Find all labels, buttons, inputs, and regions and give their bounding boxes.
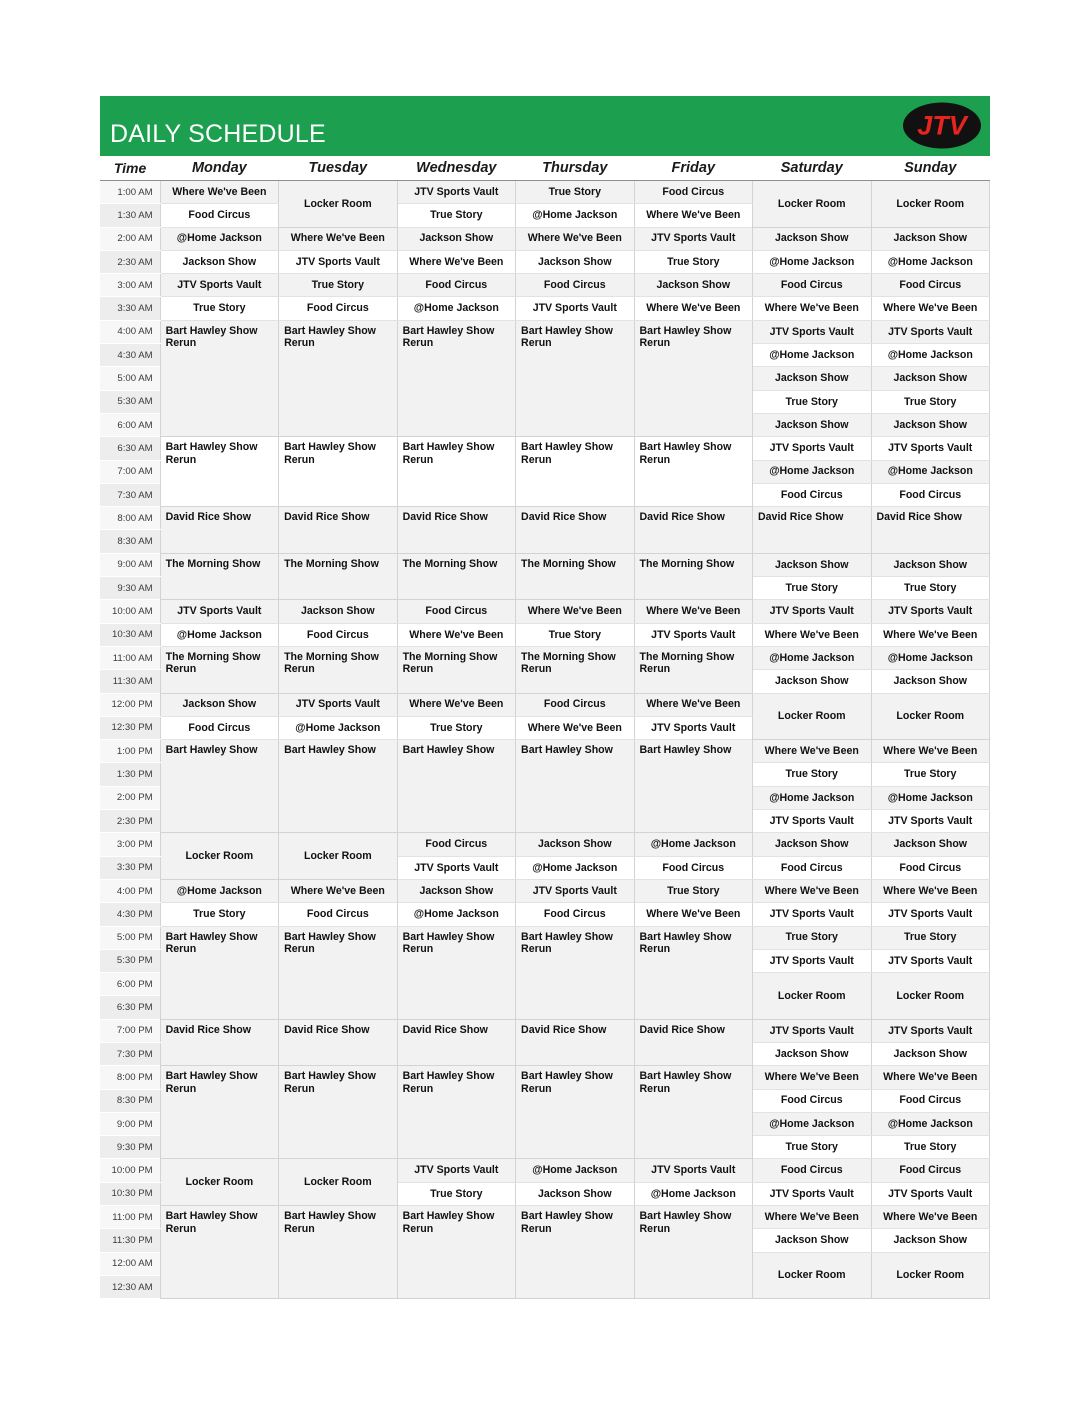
time-label: 6:30 PM	[100, 996, 160, 1019]
program-cell-bart-hawley-show-rerun[interactable]: Bart Hawley Show Rerun	[397, 437, 515, 507]
program-cell-jtv-sports-vault[interactable]: JTV Sports Vault	[753, 1182, 871, 1205]
program-cell-food-circus[interactable]: Food Circus	[516, 903, 634, 926]
schedule-row	[100, 926, 990, 949]
program-cell-true-story[interactable]: True Story	[634, 879, 752, 902]
program-cell-bart-hawley-show-rerun[interactable]: Bart Hawley Show Rerun	[160, 437, 278, 507]
program-cell-locker-room[interactable]: Locker Room	[753, 1252, 871, 1299]
program-cell-david-rice-show[interactable]: David Rice Show	[397, 507, 515, 554]
column-header-monday: Monday	[160, 156, 278, 181]
program-cell-jackson-show[interactable]: Jackson Show	[397, 227, 515, 250]
program-cell-locker-room[interactable]: Locker Room	[753, 973, 871, 1020]
time-label: 9:30 AM	[100, 577, 160, 600]
program-cell-jtv-sports-vault[interactable]: JTV Sports Vault	[871, 320, 990, 343]
program-cell-home-jackson[interactable]: @Home Jackson	[753, 460, 871, 483]
program-cell-home-jackson[interactable]: @Home Jackson	[871, 460, 990, 483]
program-cell-where-we-ve-been[interactable]: Where We've Been	[871, 297, 990, 320]
time-label: 5:30 PM	[100, 949, 160, 972]
time-label: 12:30 AM	[100, 1275, 160, 1298]
program-cell-the-morning-show[interactable]: The Morning Show	[397, 553, 515, 600]
program-cell-home-jackson[interactable]: @Home Jackson	[279, 716, 397, 739]
program-cell-where-we-ve-been[interactable]: Where We've Been	[753, 1206, 871, 1229]
program-cell-david-rice-show[interactable]: David Rice Show	[279, 507, 397, 554]
program-cell-david-rice-show[interactable]: David Rice Show	[516, 507, 634, 554]
program-cell-food-circus[interactable]: Food Circus	[871, 856, 990, 879]
program-cell-the-morning-show[interactable]: The Morning Show	[279, 553, 397, 600]
column-header-wednesday: Wednesday	[397, 156, 515, 181]
program-cell-food-circus[interactable]: Food Circus	[160, 716, 278, 739]
time-label: 1:00 PM	[100, 740, 160, 763]
program-cell-where-we-ve-been[interactable]: Where We've Been	[397, 250, 515, 273]
schedule-row	[100, 181, 990, 204]
program-cell-jackson-show[interactable]: Jackson Show	[160, 693, 278, 716]
time-label: 6:00 PM	[100, 973, 160, 996]
table-header	[100, 156, 990, 181]
program-cell-true-story[interactable]: True Story	[753, 577, 871, 600]
program-cell-jackson-show[interactable]: Jackson Show	[753, 670, 871, 693]
time-label: 3:00 PM	[100, 833, 160, 856]
time-label: 4:30 PM	[100, 903, 160, 926]
program-cell-jtv-sports-vault[interactable]: JTV Sports Vault	[160, 274, 278, 297]
program-cell-true-story[interactable]: True Story	[871, 390, 990, 413]
program-cell-bart-hawley-show-rerun[interactable]: Bart Hawley Show Rerun	[516, 1206, 634, 1299]
program-cell-the-morning-show-rerun[interactable]: The Morning Show Rerun	[160, 646, 278, 693]
program-cell-where-we-ve-been[interactable]: Where We've Been	[871, 879, 990, 902]
program-cell-true-story[interactable]: True Story	[160, 297, 278, 320]
program-cell-jackson-show[interactable]: Jackson Show	[871, 413, 990, 436]
time-label: 1:00 AM	[100, 181, 160, 204]
program-cell-home-jackson[interactable]: @Home Jackson	[753, 786, 871, 809]
program-cell-home-jackson[interactable]: @Home Jackson	[871, 250, 990, 273]
program-cell-bart-hawley-show-rerun[interactable]: Bart Hawley Show Rerun	[279, 437, 397, 507]
column-header-row	[100, 156, 990, 181]
program-cell-food-circus[interactable]: Food Circus	[279, 297, 397, 320]
program-cell-food-circus[interactable]: Food Circus	[160, 204, 278, 227]
schedule-row	[100, 227, 990, 250]
program-cell-bart-hawley-show-rerun[interactable]: Bart Hawley Show Rerun	[279, 320, 397, 436]
program-cell-locker-room[interactable]: Locker Room	[279, 833, 397, 880]
schedule-row	[100, 274, 990, 297]
program-cell-the-morning-show-rerun[interactable]: The Morning Show Rerun	[634, 646, 752, 693]
program-cell-jtv-sports-vault[interactable]: JTV Sports Vault	[634, 716, 752, 739]
program-cell-jackson-show[interactable]: Jackson Show	[516, 250, 634, 273]
program-cell-the-morning-show-rerun[interactable]: The Morning Show Rerun	[516, 646, 634, 693]
program-cell-locker-room[interactable]: Locker Room	[871, 1252, 990, 1299]
program-cell-the-morning-show[interactable]: The Morning Show	[160, 553, 278, 600]
column-header-saturday: Saturday	[753, 156, 871, 181]
program-cell-where-we-ve-been[interactable]: Where We've Been	[516, 600, 634, 623]
program-cell-jtv-sports-vault[interactable]: JTV Sports Vault	[871, 1182, 990, 1205]
program-cell-bart-hawley-show-rerun[interactable]: Bart Hawley Show Rerun	[397, 1066, 515, 1159]
program-cell-food-circus[interactable]: Food Circus	[871, 1159, 990, 1182]
jtv-logo-text: JTV	[917, 110, 967, 141]
schedule-table	[100, 156, 990, 1299]
program-cell-where-we-ve-been[interactable]: Where We've Been	[397, 693, 515, 716]
program-cell-jackson-show[interactable]: Jackson Show	[753, 227, 871, 250]
program-cell-where-we-ve-been[interactable]: Where We've Been	[279, 879, 397, 902]
program-cell-where-we-ve-been[interactable]: Where We've Been	[871, 1066, 990, 1089]
program-cell-where-we-ve-been[interactable]: Where We've Been	[160, 181, 278, 204]
program-cell-true-story[interactable]: True Story	[753, 1136, 871, 1159]
program-cell-where-we-ve-been[interactable]: Where We've Been	[516, 227, 634, 250]
time-label: 8:00 PM	[100, 1066, 160, 1089]
program-cell-where-we-ve-been[interactable]: Where We've Been	[753, 740, 871, 763]
program-cell-food-circus[interactable]: Food Circus	[871, 1089, 990, 1112]
program-cell-bart-hawley-show[interactable]: Bart Hawley Show	[279, 740, 397, 833]
schedule-row	[100, 740, 990, 763]
program-cell-locker-room[interactable]: Locker Room	[753, 181, 871, 228]
program-cell-jackson-show[interactable]: Jackson Show	[279, 600, 397, 623]
program-cell-where-we-ve-been[interactable]: Where We've Been	[634, 600, 752, 623]
program-cell-home-jackson[interactable]: @Home Jackson	[634, 1182, 752, 1205]
program-cell-jackson-show[interactable]: Jackson Show	[516, 833, 634, 856]
schedule-row	[100, 553, 990, 576]
program-cell-true-story[interactable]: True Story	[753, 763, 871, 786]
program-cell-jackson-show[interactable]: Jackson Show	[871, 1229, 990, 1252]
program-cell-home-jackson[interactable]: @Home Jackson	[871, 1112, 990, 1135]
program-cell-food-circus[interactable]: Food Circus	[753, 483, 871, 506]
program-cell-jackson-show[interactable]: Jackson Show	[753, 833, 871, 856]
program-cell-the-morning-show[interactable]: The Morning Show	[516, 553, 634, 600]
program-cell-true-story[interactable]: True Story	[871, 1136, 990, 1159]
program-cell-home-jackson[interactable]: @Home Jackson	[753, 1112, 871, 1135]
program-cell-bart-hawley-show-rerun[interactable]: Bart Hawley Show Rerun	[634, 320, 752, 436]
program-cell-home-jackson[interactable]: @Home Jackson	[397, 297, 515, 320]
schedule-row	[100, 600, 990, 623]
schedule-row	[100, 879, 990, 902]
program-cell-bart-hawley-show[interactable]: Bart Hawley Show	[516, 740, 634, 833]
program-cell-jackson-show[interactable]: Jackson Show	[753, 413, 871, 436]
program-cell-jtv-sports-vault[interactable]: JTV Sports Vault	[397, 856, 515, 879]
program-cell-jtv-sports-vault[interactable]: JTV Sports Vault	[634, 1159, 752, 1182]
program-cell-where-we-ve-been[interactable]: Where We've Been	[397, 623, 515, 646]
time-label: 6:30 AM	[100, 437, 160, 460]
program-cell-bart-hawley-show-rerun[interactable]: Bart Hawley Show Rerun	[634, 926, 752, 1019]
program-cell-jackson-show[interactable]: Jackson Show	[753, 1042, 871, 1065]
program-cell-david-rice-show[interactable]: David Rice Show	[634, 1019, 752, 1066]
program-cell-david-rice-show[interactable]: David Rice Show	[871, 507, 990, 554]
program-cell-locker-room[interactable]: Locker Room	[871, 181, 990, 228]
program-cell-jtv-sports-vault[interactable]: JTV Sports Vault	[634, 623, 752, 646]
program-cell-the-morning-show-rerun[interactable]: The Morning Show Rerun	[397, 646, 515, 693]
time-label: 9:30 PM	[100, 1136, 160, 1159]
program-cell-where-we-ve-been[interactable]: Where We've Been	[753, 879, 871, 902]
program-cell-jackson-show[interactable]: Jackson Show	[871, 1042, 990, 1065]
program-cell-jtv-sports-vault[interactable]: JTV Sports Vault	[753, 1019, 871, 1042]
column-header-tuesday: Tuesday	[279, 156, 397, 181]
program-cell-true-story[interactable]: True Story	[397, 204, 515, 227]
program-cell-jackson-show[interactable]: Jackson Show	[871, 833, 990, 856]
program-cell-bart-hawley-show-rerun[interactable]: Bart Hawley Show Rerun	[516, 1066, 634, 1159]
program-cell-where-we-ve-been[interactable]: Where We've Been	[753, 1066, 871, 1089]
program-cell-bart-hawley-show-rerun[interactable]: Bart Hawley Show Rerun	[397, 320, 515, 436]
program-cell-bart-hawley-show-rerun[interactable]: Bart Hawley Show Rerun	[516, 437, 634, 507]
program-cell-jtv-sports-vault[interactable]: JTV Sports Vault	[753, 949, 871, 972]
program-cell-jtv-sports-vault[interactable]: JTV Sports Vault	[279, 250, 397, 273]
program-cell-jtv-sports-vault[interactable]: JTV Sports Vault	[871, 437, 990, 460]
schedule-row	[100, 320, 990, 343]
program-cell-food-circus[interactable]: Food Circus	[871, 274, 990, 297]
program-cell-jtv-sports-vault[interactable]: JTV Sports Vault	[516, 297, 634, 320]
program-cell-food-circus[interactable]: Food Circus	[753, 274, 871, 297]
program-cell-jtv-sports-vault[interactable]: JTV Sports Vault	[516, 879, 634, 902]
program-cell-food-circus[interactable]: Food Circus	[279, 623, 397, 646]
program-cell-jackson-show[interactable]: Jackson Show	[753, 1229, 871, 1252]
program-cell-david-rice-show[interactable]: David Rice Show	[160, 1019, 278, 1066]
program-cell-jackson-show[interactable]: Jackson Show	[871, 227, 990, 250]
program-cell-david-rice-show[interactable]: David Rice Show	[516, 1019, 634, 1066]
time-label: 2:30 AM	[100, 250, 160, 273]
time-label: 1:30 AM	[100, 204, 160, 227]
time-label: 3:30 AM	[100, 297, 160, 320]
program-cell-home-jackson[interactable]: @Home Jackson	[160, 879, 278, 902]
program-cell-jtv-sports-vault[interactable]: JTV Sports Vault	[753, 600, 871, 623]
column-header-sunday: Sunday	[871, 156, 990, 181]
program-cell-food-circus[interactable]: Food Circus	[753, 1159, 871, 1182]
program-cell-locker-room[interactable]: Locker Room	[160, 1159, 278, 1206]
time-label: 8:30 AM	[100, 530, 160, 553]
program-cell-food-circus[interactable]: Food Circus	[397, 274, 515, 297]
program-cell-home-jackson[interactable]: @Home Jackson	[516, 204, 634, 227]
program-cell-home-jackson[interactable]: @Home Jackson	[397, 903, 515, 926]
program-cell-food-circus[interactable]: Food Circus	[397, 833, 515, 856]
time-label: 7:00 AM	[100, 460, 160, 483]
time-label: 10:30 AM	[100, 623, 160, 646]
program-cell-home-jackson[interactable]: @Home Jackson	[871, 786, 990, 809]
program-cell-jackson-show[interactable]: Jackson Show	[397, 879, 515, 902]
program-cell-david-rice-show[interactable]: David Rice Show	[634, 507, 752, 554]
time-label: 7:00 PM	[100, 1019, 160, 1042]
table-body	[100, 181, 990, 1299]
program-cell-where-we-ve-been[interactable]: Where We've Been	[753, 623, 871, 646]
program-cell-where-we-ve-been[interactable]: Where We've Been	[634, 204, 752, 227]
time-label: 1:30 PM	[100, 763, 160, 786]
time-label: 5:30 AM	[100, 390, 160, 413]
program-cell-true-story[interactable]: True Story	[160, 903, 278, 926]
program-cell-true-story[interactable]: True Story	[397, 1182, 515, 1205]
program-cell-home-jackson[interactable]: @Home Jackson	[516, 1159, 634, 1182]
program-cell-food-circus[interactable]: Food Circus	[397, 600, 515, 623]
schedule-row	[100, 1206, 990, 1229]
time-label: 12:00 AM	[100, 1252, 160, 1275]
time-label: 11:30 PM	[100, 1229, 160, 1252]
program-cell-home-jackson[interactable]: @Home Jackson	[753, 646, 871, 669]
schedule-row	[100, 250, 990, 273]
schedule-row	[100, 1159, 990, 1182]
program-cell-home-jackson[interactable]: @Home Jackson	[516, 856, 634, 879]
program-cell-food-circus[interactable]: Food Circus	[634, 181, 752, 204]
program-cell-the-morning-show-rerun[interactable]: The Morning Show Rerun	[279, 646, 397, 693]
program-cell-jtv-sports-vault[interactable]: JTV Sports Vault	[753, 903, 871, 926]
schedule-row	[100, 903, 990, 926]
schedule-row	[100, 1019, 990, 1042]
program-cell-home-jackson[interactable]: @Home Jackson	[753, 344, 871, 367]
program-cell-jtv-sports-vault[interactable]: JTV Sports Vault	[397, 181, 515, 204]
program-cell-bart-hawley-show-rerun[interactable]: Bart Hawley Show Rerun	[634, 1066, 752, 1159]
program-cell-jtv-sports-vault[interactable]: JTV Sports Vault	[160, 600, 278, 623]
program-cell-bart-hawley-show-rerun[interactable]: Bart Hawley Show Rerun	[160, 1206, 278, 1299]
program-cell-bart-hawley-show[interactable]: Bart Hawley Show	[634, 740, 752, 833]
schedule-row	[100, 646, 990, 669]
program-cell-locker-room[interactable]: Locker Room	[871, 693, 990, 740]
program-cell-bart-hawley-show-rerun[interactable]: Bart Hawley Show Rerun	[279, 1066, 397, 1159]
program-cell-food-circus[interactable]: Food Circus	[516, 274, 634, 297]
program-cell-jtv-sports-vault[interactable]: JTV Sports Vault	[871, 1019, 990, 1042]
header-band	[100, 96, 990, 156]
program-cell-locker-room[interactable]: Locker Room	[160, 833, 278, 880]
program-cell-locker-room[interactable]: Locker Room	[279, 181, 397, 228]
program-cell-home-jackson[interactable]: @Home Jackson	[871, 344, 990, 367]
time-label: 10:30 PM	[100, 1182, 160, 1205]
program-cell-home-jackson[interactable]: @Home Jackson	[871, 646, 990, 669]
program-cell-food-circus[interactable]: Food Circus	[753, 856, 871, 879]
time-label: 5:00 AM	[100, 367, 160, 390]
program-cell-david-rice-show[interactable]: David Rice Show	[160, 507, 278, 554]
program-cell-where-we-ve-been[interactable]: Where We've Been	[279, 227, 397, 250]
program-cell-jackson-show[interactable]: Jackson Show	[871, 367, 990, 390]
time-label: 2:00 PM	[100, 786, 160, 809]
schedule-row	[100, 693, 990, 716]
program-cell-food-circus[interactable]: Food Circus	[753, 1089, 871, 1112]
program-cell-jackson-show[interactable]: Jackson Show	[634, 274, 752, 297]
program-cell-jtv-sports-vault[interactable]: JTV Sports Vault	[753, 437, 871, 460]
program-cell-jackson-show[interactable]: Jackson Show	[871, 670, 990, 693]
program-cell-jackson-show[interactable]: Jackson Show	[753, 553, 871, 576]
program-cell-jackson-show[interactable]: Jackson Show	[871, 553, 990, 576]
program-cell-where-we-ve-been[interactable]: Where We've Been	[871, 740, 990, 763]
time-label: 9:00 AM	[100, 553, 160, 576]
program-cell-true-story[interactable]: True Story	[516, 181, 634, 204]
program-cell-the-morning-show[interactable]: The Morning Show	[634, 553, 752, 600]
time-label: 11:30 AM	[100, 670, 160, 693]
program-cell-jtv-sports-vault[interactable]: JTV Sports Vault	[871, 949, 990, 972]
program-cell-bart-hawley-show-rerun[interactable]: Bart Hawley Show Rerun	[279, 926, 397, 1019]
program-cell-bart-hawley-show-rerun[interactable]: Bart Hawley Show Rerun	[160, 1066, 278, 1159]
time-label: 5:00 PM	[100, 926, 160, 949]
program-cell-home-jackson[interactable]: @Home Jackson	[753, 250, 871, 273]
program-cell-true-story[interactable]: True Story	[871, 577, 990, 600]
program-cell-where-we-ve-been[interactable]: Where We've Been	[871, 623, 990, 646]
page-title: DAILY SCHEDULE	[110, 120, 326, 148]
time-label: 7:30 AM	[100, 483, 160, 506]
program-cell-jackson-show[interactable]: Jackson Show	[753, 367, 871, 390]
program-cell-bart-hawley-show-rerun[interactable]: Bart Hawley Show Rerun	[397, 926, 515, 1019]
time-label: 8:30 PM	[100, 1089, 160, 1112]
program-cell-bart-hawley-show-rerun[interactable]: Bart Hawley Show Rerun	[516, 320, 634, 436]
program-cell-david-rice-show[interactable]: David Rice Show	[753, 507, 871, 554]
program-cell-true-story[interactable]: True Story	[753, 926, 871, 949]
program-cell-jtv-sports-vault[interactable]: JTV Sports Vault	[634, 227, 752, 250]
time-label: 9:00 PM	[100, 1112, 160, 1135]
program-cell-true-story[interactable]: True Story	[279, 274, 397, 297]
program-cell-locker-room[interactable]: Locker Room	[871, 973, 990, 1020]
column-header-time: Time	[100, 156, 160, 181]
program-cell-jtv-sports-vault[interactable]: JTV Sports Vault	[871, 903, 990, 926]
program-cell-where-we-ve-been[interactable]: Where We've Been	[871, 1206, 990, 1229]
program-cell-home-jackson[interactable]: @Home Jackson	[160, 227, 278, 250]
program-cell-food-circus[interactable]: Food Circus	[279, 903, 397, 926]
program-cell-food-circus[interactable]: Food Circus	[516, 693, 634, 716]
program-cell-true-story[interactable]: True Story	[634, 250, 752, 273]
program-cell-true-story[interactable]: True Story	[871, 926, 990, 949]
program-cell-where-we-ve-been[interactable]: Where We've Been	[634, 297, 752, 320]
time-label: 4:30 AM	[100, 344, 160, 367]
column-header-friday: Friday	[634, 156, 752, 181]
time-label: 7:30 PM	[100, 1042, 160, 1065]
program-cell-where-we-ve-been[interactable]: Where We've Been	[634, 903, 752, 926]
program-cell-jackson-show[interactable]: Jackson Show	[160, 250, 278, 273]
program-cell-jtv-sports-vault[interactable]: JTV Sports Vault	[279, 693, 397, 716]
time-label: 10:00 PM	[100, 1159, 160, 1182]
program-cell-jtv-sports-vault[interactable]: JTV Sports Vault	[753, 320, 871, 343]
time-label: 4:00 AM	[100, 320, 160, 343]
schedule-row	[100, 507, 990, 530]
time-label: 4:00 PM	[100, 879, 160, 902]
program-cell-home-jackson[interactable]: @Home Jackson	[634, 833, 752, 856]
program-cell-where-we-ve-been[interactable]: Where We've Been	[753, 297, 871, 320]
time-label: 2:30 PM	[100, 810, 160, 833]
jtv-logo-icon	[900, 99, 984, 152]
schedule-row	[100, 833, 990, 856]
schedule-row	[100, 437, 990, 460]
program-cell-food-circus[interactable]: Food Circus	[871, 483, 990, 506]
program-cell-bart-hawley-show-rerun[interactable]: Bart Hawley Show Rerun	[160, 320, 278, 436]
program-cell-bart-hawley-show-rerun[interactable]: Bart Hawley Show Rerun	[634, 1206, 752, 1299]
time-label: 12:30 PM	[100, 716, 160, 739]
program-cell-true-story[interactable]: True Story	[397, 716, 515, 739]
program-cell-bart-hawley-show-rerun[interactable]: Bart Hawley Show Rerun	[160, 926, 278, 1019]
time-label: 3:30 PM	[100, 856, 160, 879]
program-cell-locker-room[interactable]: Locker Room	[753, 693, 871, 740]
program-cell-bart-hawley-show-rerun[interactable]: Bart Hawley Show Rerun	[634, 437, 752, 507]
column-header-thursday: Thursday	[516, 156, 634, 181]
program-cell-jtv-sports-vault[interactable]: JTV Sports Vault	[397, 1159, 515, 1182]
program-cell-david-rice-show[interactable]: David Rice Show	[279, 1019, 397, 1066]
time-label: 11:00 PM	[100, 1206, 160, 1229]
time-label: 3:00 AM	[100, 274, 160, 297]
schedule-row	[100, 1066, 990, 1089]
program-cell-bart-hawley-show[interactable]: Bart Hawley Show	[397, 740, 515, 833]
time-label: 2:00 AM	[100, 227, 160, 250]
time-label: 12:00 PM	[100, 693, 160, 716]
program-cell-david-rice-show[interactable]: David Rice Show	[397, 1019, 515, 1066]
time-label: 10:00 AM	[100, 600, 160, 623]
program-cell-food-circus[interactable]: Food Circus	[634, 856, 752, 879]
program-cell-where-we-ve-been[interactable]: Where We've Been	[634, 693, 752, 716]
schedule-row	[100, 623, 990, 646]
program-cell-bart-hawley-show-rerun[interactable]: Bart Hawley Show Rerun	[397, 1206, 515, 1299]
program-cell-true-story[interactable]: True Story	[871, 763, 990, 786]
program-cell-true-story[interactable]: True Story	[516, 623, 634, 646]
program-cell-home-jackson[interactable]: @Home Jackson	[160, 623, 278, 646]
program-cell-jtv-sports-vault[interactable]: JTV Sports Vault	[753, 810, 871, 833]
program-cell-jackson-show[interactable]: Jackson Show	[516, 1182, 634, 1205]
program-cell-locker-room[interactable]: Locker Room	[279, 1159, 397, 1206]
program-cell-bart-hawley-show[interactable]: Bart Hawley Show	[160, 740, 278, 833]
time-label: 8:00 AM	[100, 507, 160, 530]
program-cell-where-we-ve-been[interactable]: Where We've Been	[516, 716, 634, 739]
schedule-row	[100, 297, 990, 320]
program-cell-jtv-sports-vault[interactable]: JTV Sports Vault	[871, 810, 990, 833]
time-label: 11:00 AM	[100, 646, 160, 669]
program-cell-bart-hawley-show-rerun[interactable]: Bart Hawley Show Rerun	[516, 926, 634, 1019]
program-cell-true-story[interactable]: True Story	[753, 390, 871, 413]
program-cell-jtv-sports-vault[interactable]: JTV Sports Vault	[871, 600, 990, 623]
program-cell-bart-hawley-show-rerun[interactable]: Bart Hawley Show Rerun	[279, 1206, 397, 1299]
time-label: 6:00 AM	[100, 413, 160, 436]
